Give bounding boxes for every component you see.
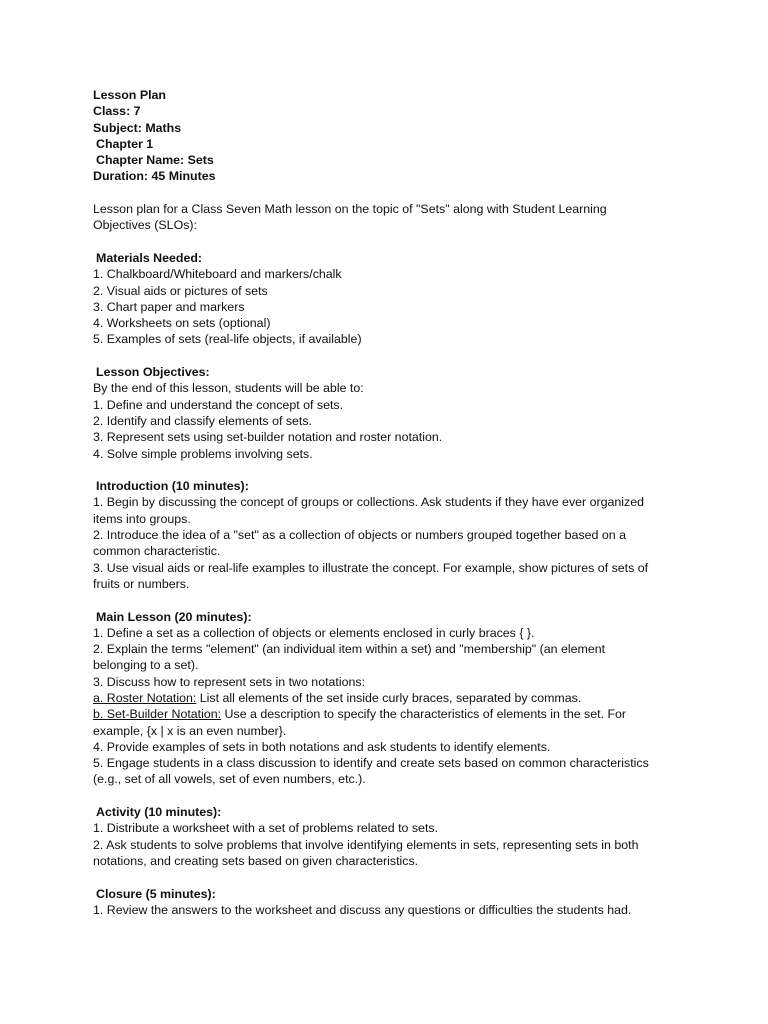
objectives-heading: Lesson Objectives: — [96, 365, 210, 380]
objectives-item: 2. Identify and classify elements of sets. — [93, 413, 313, 428]
main-lesson-line: (e.g., set of all vowels, set of even numbers, etc.). — [93, 772, 366, 787]
doc-title: Lesson Plan — [93, 88, 166, 102]
spacer — [93, 462, 693, 478]
class-line: Class: 7 — [93, 104, 141, 119]
set-builder-notation-line — [93, 706, 693, 722]
materials-heading: Materials Needed: — [96, 250, 203, 265]
main-lesson-line: 5. Engage students in a class discussion to identify and create sets based on common characteristics — [93, 756, 649, 771]
introduction-line: 2. Introduce the idea of a "set" as a collection of objects or numbers grouped together based on a — [93, 528, 626, 543]
closure-heading: Closure (5 minutes): — [96, 886, 216, 901]
roster-notation-text: List all elements of the set inside curly braces, separated by commas. — [196, 690, 582, 705]
materials-item: 1. Chalkboard/Whiteboard and markers/chalk — [93, 267, 342, 282]
materials-item: 5. Examples of sets (real-life objects, if available) — [93, 332, 362, 347]
main-lesson-heading: Main Lesson (20 minutes): — [96, 609, 252, 624]
chapter-line: Chapter 1 — [96, 136, 154, 151]
introduction-line: fruits or numbers. — [93, 576, 190, 591]
introduction-line: common characteristic. — [93, 544, 221, 559]
main-lesson-line: 2. Explain the terms "element" (an individual item within a set) and "membership" (an element — [93, 642, 606, 657]
objectives-item: 4. Solve simple problems involving sets. — [93, 446, 313, 461]
objectives-item: 1. Define and understand the concept of sets. — [93, 397, 344, 412]
objectives-item: 3. Represent sets using set-builder notation and roster notation. — [93, 430, 443, 445]
introduction-line: 1. Begin by discussing the concept of groups or collections. Ask students if they have ever organized — [93, 495, 645, 510]
introduction-line: items into groups. — [93, 511, 191, 526]
spacer — [93, 234, 693, 250]
activity-line: 2. Ask students to solve problems that involve identifying elements in sets, representing sets in both — [93, 837, 639, 852]
spacer — [93, 185, 693, 201]
main-lesson-line: example, {x | x is an even number}. — [93, 723, 287, 738]
activity-line: notations, and creating sets based on given characteristics. — [93, 853, 419, 868]
materials-item: 4. Worksheets on sets (optional) — [93, 316, 271, 331]
spacer — [93, 869, 693, 885]
closure-line: 1. Review the answers to the worksheet and discuss any questions or difficulties the students had. — [93, 902, 632, 917]
intro-paragraph-line: Lesson plan for a Class Seven Math lesson on the topic of "Sets" along with Student Learning — [93, 202, 607, 217]
objectives-lead: By the end of this lesson, students will be able to: — [93, 381, 364, 396]
roster-notation-line — [93, 690, 693, 706]
subject-line: Subject: Maths — [93, 120, 182, 135]
introduction-line: 3. Use visual aids or real-life examples to illustrate the concept. For example, show pictures of sets of — [93, 560, 649, 575]
spacer — [93, 592, 693, 608]
intro-paragraph-line: Objectives (SLOs): — [93, 218, 197, 233]
activity-line: 1. Distribute a worksheet with a set of problems related to sets. — [93, 821, 439, 836]
set-builder-notation-text: Use a description to specify the characteristics of elements in the set. For — [221, 707, 627, 722]
document-page — [93, 87, 693, 918]
spacer — [93, 348, 693, 364]
materials-item: 3. Chart paper and markers — [93, 299, 245, 314]
set-builder-notation-label: b. Set-Builder Notation: — [93, 707, 222, 722]
main-lesson-line: 1. Define a set as a collection of objects or elements enclosed in curly braces { }. — [93, 625, 535, 640]
activity-heading: Activity (10 minutes): — [96, 805, 222, 820]
chapter-name-line: Chapter Name: Sets — [96, 153, 214, 168]
main-lesson-line: belonging to a set). — [93, 658, 199, 673]
spacer — [93, 788, 693, 804]
materials-item: 2. Visual aids or pictures of sets — [93, 283, 268, 298]
roster-notation-label: a. Roster Notation: — [93, 690, 197, 705]
main-lesson-line: 4. Provide examples of sets in both notations and ask students to identify elements. — [93, 739, 551, 754]
duration-line: Duration: 45 Minutes — [93, 169, 216, 184]
main-lesson-line: 3. Discuss how to represent sets in two notations: — [93, 674, 366, 689]
introduction-heading: Introduction (10 minutes): — [96, 479, 249, 494]
